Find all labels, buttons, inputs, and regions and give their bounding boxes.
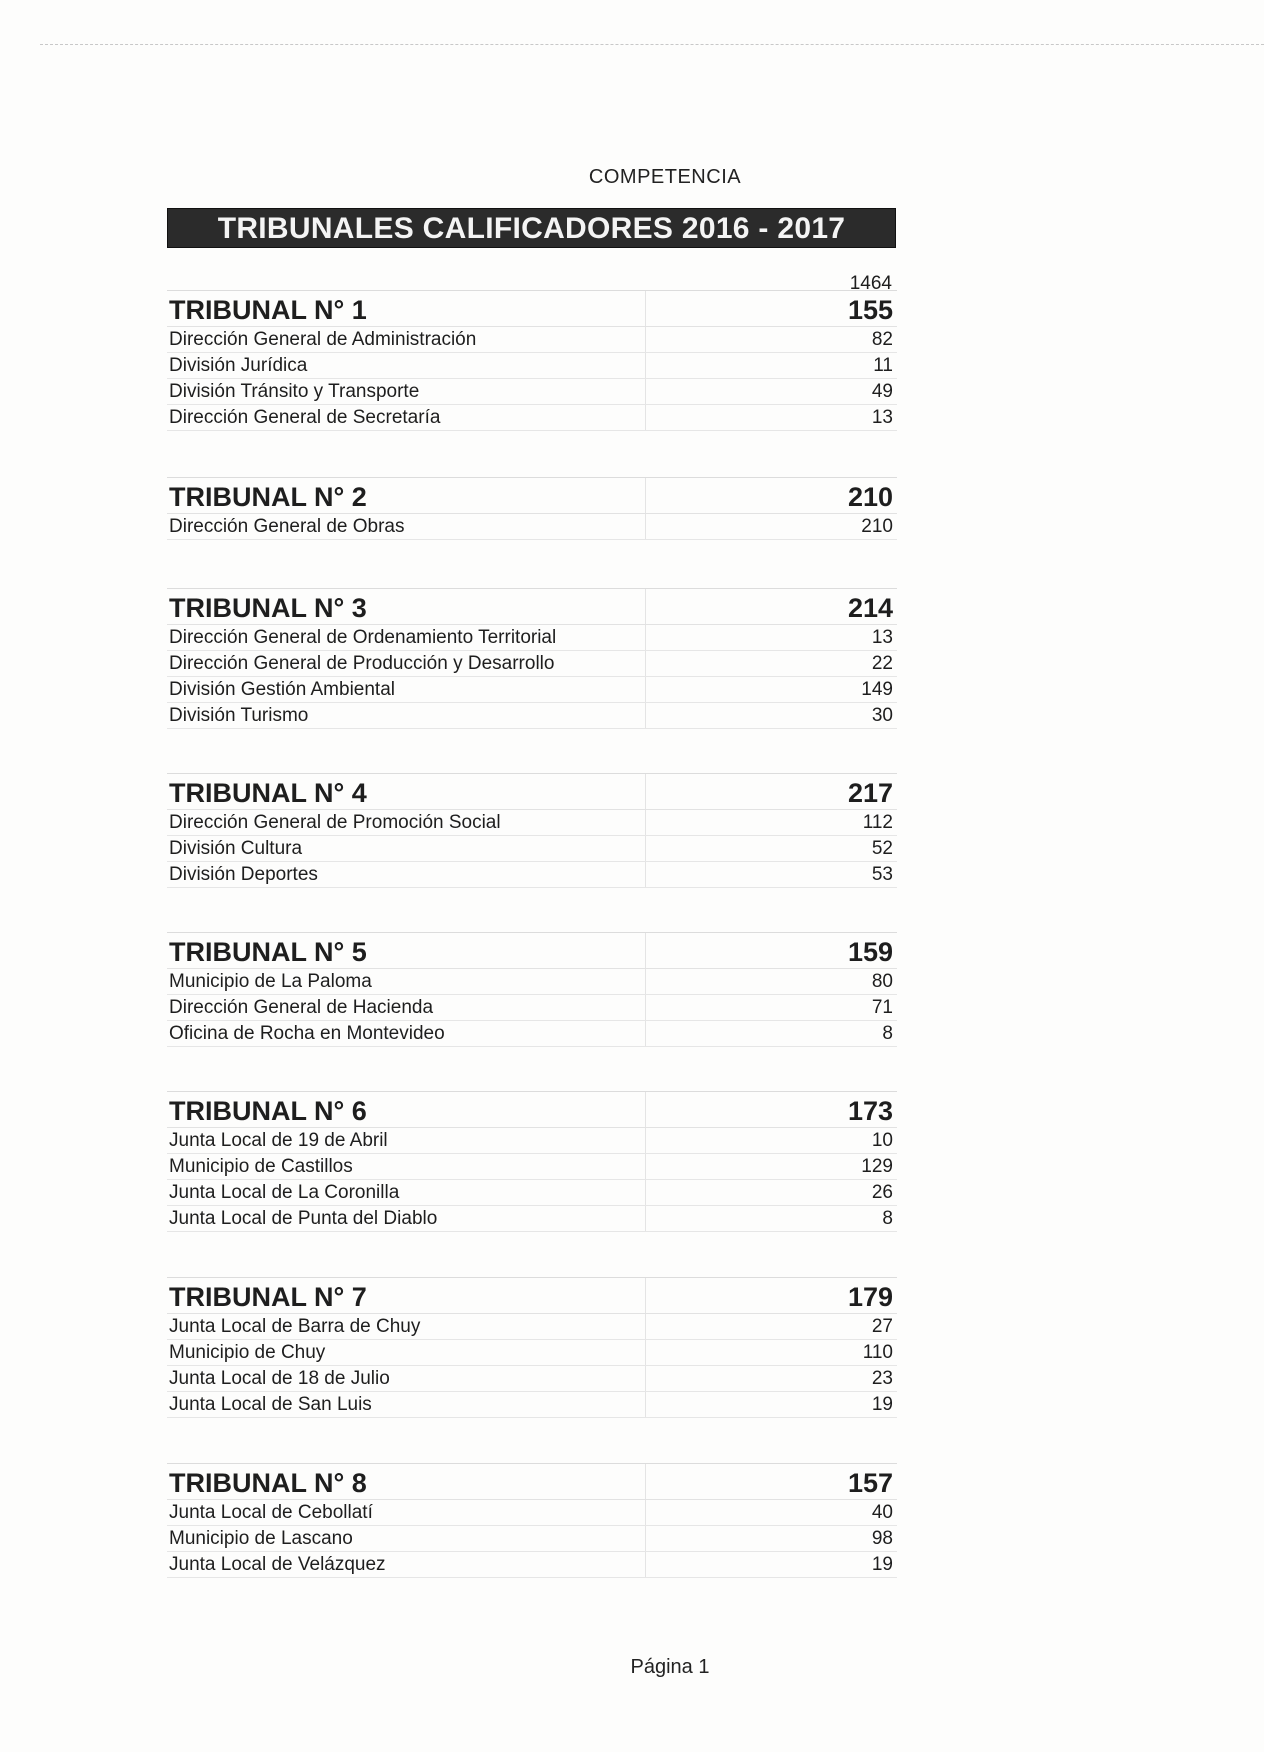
grand-total: 1464 [849, 273, 892, 294]
row-label: Municipio de La Paloma [169, 970, 372, 992]
row-label: División Cultura [169, 837, 303, 859]
table-row [167, 1021, 897, 1047]
row-value: 112 [862, 811, 893, 833]
row-label: Dirección General de Administración [169, 328, 477, 350]
page-number: Página 1 [630, 1656, 710, 1678]
tribunal-block-4 [167, 773, 897, 888]
column-divider [645, 1278, 646, 1313]
tribunal-block-2 [167, 477, 897, 540]
column-divider [645, 651, 646, 676]
table-row [167, 1128, 897, 1154]
column-divider [645, 1464, 646, 1499]
table-row [167, 1340, 897, 1366]
table-row [167, 1392, 897, 1418]
column-divider [645, 1500, 646, 1525]
table-row [167, 353, 897, 379]
row-value: 27 [871, 1315, 893, 1337]
tribunal-total: 157 [847, 1468, 893, 1498]
row-value: 26 [871, 1181, 893, 1203]
table-row [167, 1366, 897, 1392]
row-value: 19 [871, 1393, 893, 1415]
row-value: 8 [882, 1022, 893, 1044]
row-label: Junta Local de Punta del Diablo [169, 1207, 438, 1229]
row-label: Dirección General de Ordenamiento Territorial [169, 626, 557, 648]
table-row [167, 379, 897, 405]
row-value: 30 [871, 704, 893, 726]
table-row [167, 810, 897, 836]
row-value: 210 [861, 515, 893, 537]
tribunal-total: 179 [847, 1282, 893, 1312]
tribunal-title: TRIBUNAL N° 6 [169, 1096, 367, 1126]
row-label: División Jurídica [169, 354, 308, 376]
tribunal-title: TRIBUNAL N° 7 [169, 1282, 367, 1312]
row-value: 23 [871, 1367, 893, 1389]
row-value: 110 [862, 1341, 893, 1363]
tribunal-block-1 [167, 290, 897, 431]
row-value: 49 [871, 380, 893, 402]
table-row [167, 1206, 897, 1232]
tribunal-header [167, 933, 897, 969]
row-label: División Gestión Ambiental [169, 678, 395, 700]
column-divider [645, 589, 646, 624]
table-row [167, 1500, 897, 1526]
table-row [167, 651, 897, 677]
row-label: Dirección General de Promoción Social [169, 811, 501, 833]
row-label: Dirección General de Hacienda [169, 996, 434, 1018]
table-row [167, 1552, 897, 1578]
tribunal-total: 210 [847, 482, 893, 512]
tribunal-total: 159 [847, 937, 893, 967]
row-value: 40 [871, 1501, 893, 1523]
column-divider [645, 291, 646, 326]
row-label: Junta Local de La Coronilla [169, 1181, 400, 1203]
tribunal-total: 173 [847, 1096, 893, 1126]
column-divider [645, 1526, 646, 1551]
column-divider [645, 1154, 646, 1179]
table-row [167, 995, 897, 1021]
row-value: 19 [871, 1553, 893, 1575]
column-divider [645, 995, 646, 1020]
row-value: 52 [871, 837, 893, 859]
tribunal-total: 217 [847, 778, 893, 808]
tribunal-block-8 [167, 1463, 897, 1578]
column-divider [645, 1021, 646, 1046]
tribunal-block-7 [167, 1277, 897, 1418]
tribunal-title: TRIBUNAL N° 2 [169, 482, 367, 512]
table-row [167, 703, 897, 729]
row-value: 53 [871, 863, 893, 885]
table-row [167, 969, 897, 995]
row-value: 22 [871, 652, 893, 674]
page-title-banner: TRIBUNALES CALIFICADORES 2016 - 2017 [167, 208, 896, 248]
column-divider [645, 810, 646, 835]
tribunal-total: 155 [847, 295, 893, 325]
tribunal-title: TRIBUNAL N° 3 [169, 593, 367, 623]
row-value: 71 [871, 996, 893, 1018]
row-value: 13 [871, 406, 893, 428]
row-label: Dirección General de Obras [169, 515, 405, 537]
column-divider [645, 677, 646, 702]
tribunal-header [167, 478, 897, 514]
row-value: 129 [861, 1155, 893, 1177]
row-label: Municipio de Castillos [169, 1155, 353, 1177]
column-divider [645, 514, 646, 539]
table-row [167, 1314, 897, 1340]
row-value: 149 [861, 678, 893, 700]
row-label: División Deportes [169, 863, 318, 885]
column-divider [645, 836, 646, 861]
row-value: 11 [873, 354, 893, 376]
row-value: 10 [871, 1129, 893, 1151]
tribunal-header [167, 1092, 897, 1128]
row-value: 80 [871, 970, 893, 992]
column-divider [645, 1366, 646, 1391]
row-value: 13 [871, 626, 893, 648]
tribunal-total: 214 [847, 593, 893, 623]
column-divider [645, 353, 646, 378]
tribunal-header [167, 589, 897, 625]
row-label: Oficina de Rocha en Montevideo [169, 1022, 445, 1044]
row-label: Junta Local de San Luis [169, 1393, 372, 1415]
row-label: División Turismo [169, 704, 309, 726]
column-divider [645, 405, 646, 430]
row-label: Junta Local de Velázquez [169, 1553, 386, 1575]
column-divider [645, 774, 646, 809]
column-divider [645, 1392, 646, 1417]
table-row [167, 514, 897, 540]
tribunal-block-5 [167, 932, 897, 1047]
column-divider [645, 379, 646, 404]
column-divider [645, 1314, 646, 1339]
row-label: Junta Local de Cebollatí [169, 1501, 373, 1523]
column-divider [645, 327, 646, 352]
tribunal-header [167, 1278, 897, 1314]
column-divider [645, 625, 646, 650]
row-label: Dirección General de Producción y Desarrollo [169, 652, 555, 674]
table-row [167, 327, 897, 353]
row-value: 82 [871, 328, 893, 350]
column-divider [645, 1206, 646, 1231]
tribunal-header [167, 291, 897, 327]
column-divider [645, 933, 646, 968]
column-divider [645, 703, 646, 728]
row-label: Junta Local de Barra de Chuy [169, 1315, 421, 1337]
table-row [167, 836, 897, 862]
tribunal-header [167, 774, 897, 810]
column-divider [645, 1340, 646, 1365]
table-row [167, 862, 897, 888]
top-rule [40, 44, 1264, 45]
table-row [167, 625, 897, 651]
row-label: Municipio de Chuy [169, 1341, 326, 1363]
table-row [167, 1180, 897, 1206]
column-divider [645, 1128, 646, 1153]
column-divider [645, 1552, 646, 1577]
tribunal-block-3 [167, 588, 897, 729]
row-value: 8 [882, 1207, 893, 1229]
column-divider [645, 1092, 646, 1127]
tribunal-title: TRIBUNAL N° 8 [169, 1468, 367, 1498]
row-label: Junta Local de 19 de Abril [169, 1129, 388, 1151]
column-divider [645, 478, 646, 513]
tribunal-header [167, 1464, 897, 1500]
row-value: 98 [871, 1527, 893, 1549]
table-row [167, 677, 897, 703]
table-row [167, 405, 897, 431]
column-divider [645, 969, 646, 994]
tribunal-title: TRIBUNAL N° 1 [169, 295, 367, 325]
column-divider [645, 862, 646, 887]
column-divider [645, 1180, 646, 1205]
row-label: División Tránsito y Transporte [169, 380, 420, 402]
row-label: Junta Local de 18 de Julio [169, 1367, 390, 1389]
table-row [167, 1154, 897, 1180]
tribunal-title: TRIBUNAL N° 4 [169, 778, 367, 808]
row-label: Municipio de Lascano [169, 1527, 353, 1549]
tribunal-title: TRIBUNAL N° 5 [169, 937, 367, 967]
section-heading: COMPETENCIA [588, 166, 742, 188]
row-label: Dirección General de Secretaría [169, 406, 441, 428]
table-row [167, 1526, 897, 1552]
tribunal-block-6 [167, 1091, 897, 1232]
